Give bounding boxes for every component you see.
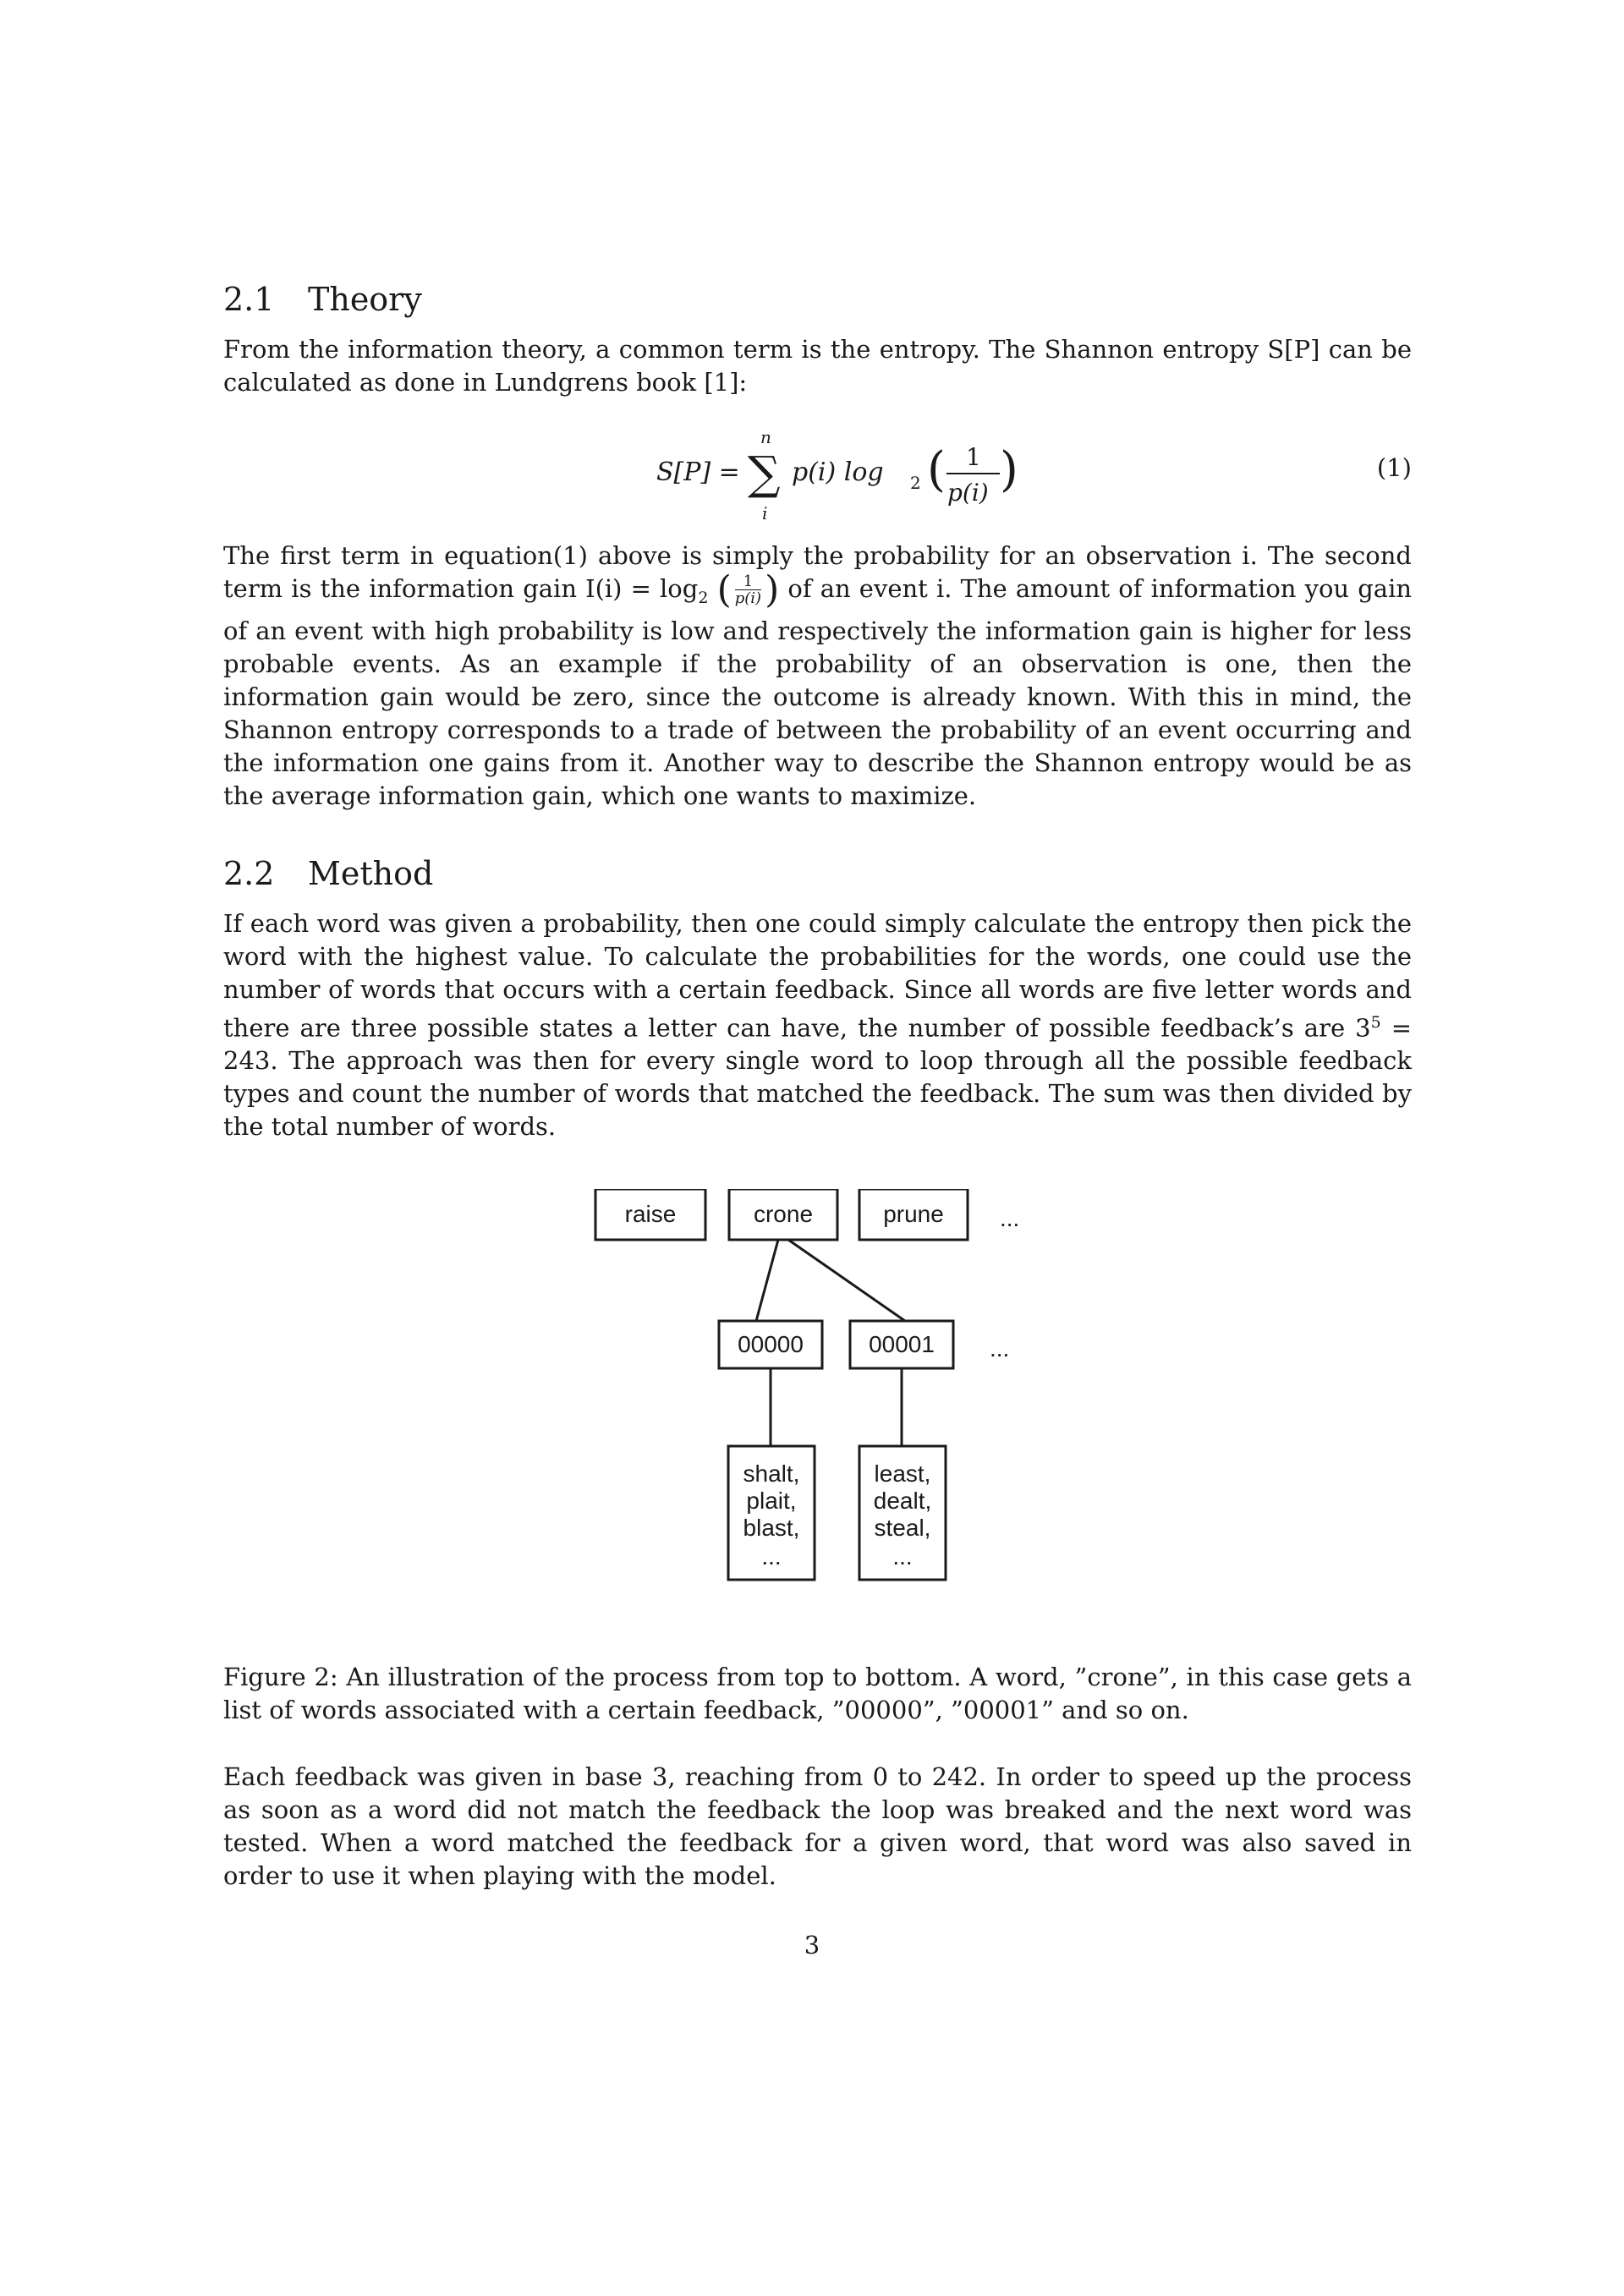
eq-sum-lower: i	[762, 503, 768, 523]
svg-text:plait,: plait,	[746, 1488, 797, 1515]
entropy-equation	[223, 413, 1412, 531]
eq-log-base: 2	[910, 473, 921, 493]
equation-number: (1)	[1376, 453, 1412, 482]
section-heading-method: 2.2 Method	[223, 854, 434, 892]
word-box-raise	[595, 1189, 705, 1240]
figure-caption: Figure 2: An illustration of the process from top to bottom. A word, ”crone”, in this case gets a list of words associated with a certain feedback, ”00000”, ”00001” and so on.	[223, 1663, 1412, 1725]
svg-text:00001: 00001	[869, 1331, 935, 1358]
branch-line-right	[788, 1240, 905, 1321]
word-list-box-00000	[728, 1446, 815, 1580]
svg-text:raise: raise	[624, 1201, 677, 1228]
eq-body: p(i) log	[792, 458, 884, 487]
eq-sum-upper: n	[760, 427, 771, 447]
page-number: 3	[804, 1931, 820, 1959]
svg-text:...: ...	[892, 1543, 913, 1570]
eq-frac-num: 1	[966, 443, 981, 471]
branch-line-left	[756, 1240, 778, 1321]
svg-text:steal,: steal,	[874, 1515, 931, 1542]
word-box-prune	[859, 1189, 968, 1240]
feedback-box-00001	[850, 1321, 953, 1368]
word-box-crone	[729, 1189, 837, 1240]
word-list-box-00001	[859, 1446, 946, 1580]
section-heading-theory: 2.1 Theory	[223, 281, 422, 318]
page-content	[223, 279, 1412, 1893]
process-figure	[223, 1189, 1412, 1629]
feedback-ellipsis: ...	[990, 1335, 1010, 1362]
svg-text:least,: least,	[874, 1460, 931, 1488]
eq-left-paren: (	[927, 442, 946, 497]
svg-text:crone: crone	[753, 1201, 814, 1228]
svg-text:prune: prune	[883, 1201, 944, 1228]
eq-right-paren: )	[1000, 442, 1018, 497]
svg-text:blast,: blast,	[743, 1515, 800, 1542]
theory-explanation-paragraph: The first term in equation(1) above is simply the probability for an observation i. The second term is the information gain $I(i) = \log_2$ ( $\frac{1}{p(i)}$ ) of an event i. The amount of information you gain of an event with high probability is low and respectively the information gain is higher for less probable events. As an example if the probability of an observation is one, then the information gain would be zero, since the outcome is already known. With this in mind, the Shannon entropy corresponds to a trade of between the probability of an event occurring and the information one gains from it. Another way to describe the Shannon entropy would be as the average information gain, which one wants to maximize.	[223, 541, 1413, 810]
inline-fraction: $\frac{1}{p(i)}$	[734, 573, 762, 607]
svg-text:...: ...	[761, 1543, 782, 1570]
eq-lhs: S[P] =	[656, 458, 740, 487]
eq-sum-sign: ∑	[748, 447, 781, 500]
method-paragraph: If each word was given a probability, then one could simply calculate the entropy then pick the word with the highest value. To calculate the probabilities for the words, one could use the number of words that occurs with a certain feedback. Since all words are five letter words and there are three possible states a letter can have, the number of possible feedback’s are $3^5 = 243$. The approach was then for every single word to loop through all the possible feedback types and count the number of words that matched the feedback. The sum was then divided by the total number of words.	[223, 908, 1412, 1142]
svg-text:dealt,: dealt,	[873, 1488, 932, 1515]
feedback-box-00000	[719, 1321, 822, 1368]
words-ellipsis: ...	[1000, 1205, 1020, 1232]
svg-text:shalt,: shalt,	[743, 1460, 800, 1488]
feedback-base-paragraph: Each feedback was given in base 3, reaching from 0 to 242. In order to speed up the process as soon as a word did not match the feedback the loop was breaked and the next word was tested. When a word matched the feedback for a given word, that word was also saved in order to use it when playing with the model.	[223, 1762, 1412, 1891]
theory-intro-paragraph: From the information theory, a common term is the entropy. The Shannon entropy S[P] can be calculated as done in Lundgrens book [1]:	[223, 335, 1412, 397]
eq-frac-den: p(i)	[947, 479, 989, 507]
svg-text:00000: 00000	[738, 1331, 804, 1358]
